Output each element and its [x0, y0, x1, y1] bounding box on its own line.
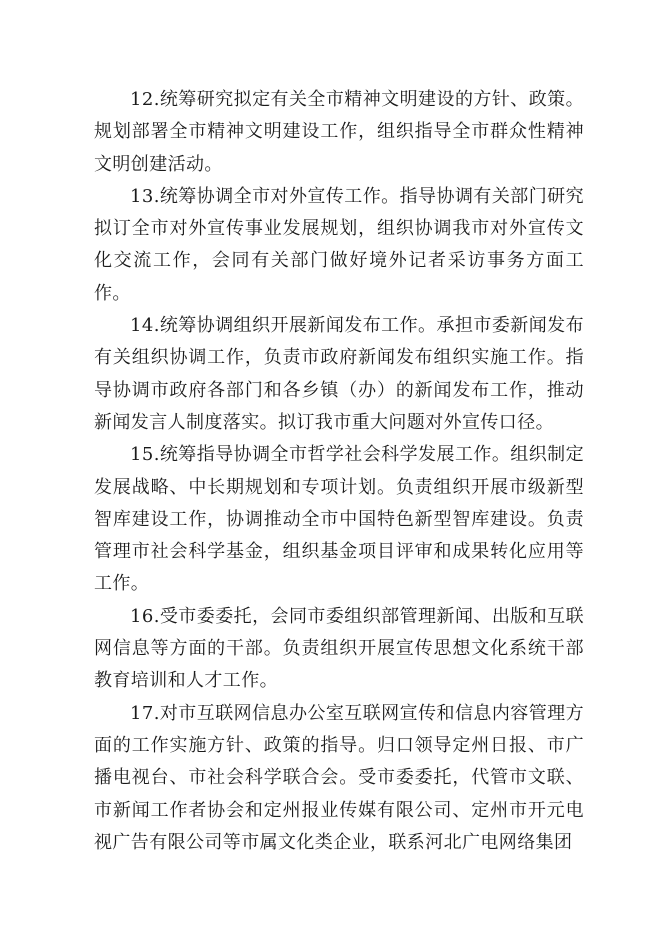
- paragraph-item-15: 15.统筹指导协调全市哲学社会科学发展工作。组织制定发展战略、中长期规划和专项计划。负责组织开展市级新型智库建设工作，协调推动全市中国特色新型智库建设。负责管理市社会科学基金，组织基金项目评审和成果转化应用等工作。: [94, 444, 584, 595]
- paragraph-item-14: 14.统筹协调组织开展新闻发布工作。承担市委新闻发布有关组织协调工作，负责市政府新闻发布组织实施工作。指导协调市政府各部门和各乡镇（办）的新闻发布工作，推动新闻发言人制度落实。拟订我市重大问题对外宣传口径。: [94, 315, 584, 433]
- paragraph-item-13: 13.统筹协调全市对外宣传工作。指导协调有关部门研究拟订全市对外宣传事业发展规划，组织协调我市对外宣传文化交流工作，会同有关部门做好境外记者采访事务方面工作。: [94, 185, 584, 304]
- paragraph-item-17: 17.对市互联网信息办公室互联网宣传和信息内容管理方面的工作实施方针、政策的指导。归口领导定州日报、市广播电视台、市社会科学联合会。受市委委托，代管市文联、市新闻工作者协会和定州报业传媒有限公司、定州市开元电视广告有限公司等市属文化类企业，联系河北广电网络集团: [94, 702, 584, 853]
- paragraph-item-16: 16.受市委委托，会同市委组织部管理新闻、出版和互联网信息等方面的干部。负责组织开展宣传思想文化系统干部教育培训和人才工作。: [94, 605, 584, 692]
- document-body: [94, 84, 584, 859]
- paragraph-item-12: 12.统筹研究拟定有关全市精神文明建设的方针、政策。规划部署全市精神文明建设工作，组织指导全市群众性精神文明创建活动。: [94, 89, 584, 175]
